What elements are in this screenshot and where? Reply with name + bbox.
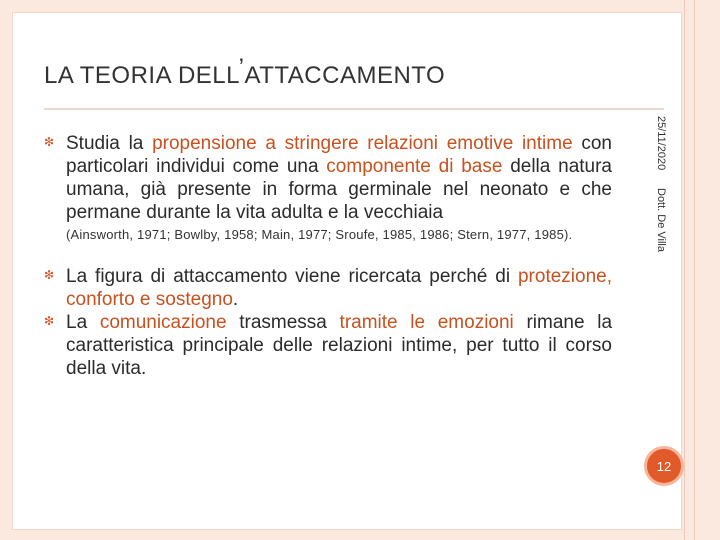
- text-segment: rimane la caratteristica principale delle relazioni intime, per tutto il corso della vita.: [66, 312, 613, 379]
- bullet-marker-icon: ❇: [44, 314, 55, 328]
- text-segment: della natura umana, già presente in forma germinale nel neonato e che permane durante la vita adulta e la vecchiaia: [66, 156, 612, 223]
- page-title: [44, 54, 446, 90]
- bullet-marker-icon: ❇: [44, 268, 55, 282]
- citation: (Ainsworth, 1971; Bowlby, 1958; Main, 1977; Sroufe, 1985, 1986; Stern, 1977, 1985).: [66, 227, 573, 242]
- bullet-text: [66, 132, 612, 224]
- bullet-item: [44, 265, 612, 311]
- bullet-text: [66, 265, 612, 311]
- highlight-segment: propensione a stringere relazioni emotive intime: [152, 133, 573, 154]
- bullet-text: [66, 311, 612, 380]
- title-divider: [44, 108, 664, 110]
- title-text: ATTACCAMENTO: [244, 62, 446, 89]
- title-text: LA TEORIA DELL: [44, 62, 239, 89]
- text-segment: trasmessa: [226, 312, 340, 333]
- page-number-badge: [644, 446, 684, 486]
- bullet-marker-icon: ❇: [44, 135, 55, 149]
- bullet-item: [44, 132, 612, 243]
- text-segment: .: [232, 289, 239, 310]
- bullet-list: [44, 132, 612, 380]
- title-apostrophe: ’: [238, 54, 245, 81]
- slide-author: Dott. De Villa: [655, 188, 667, 252]
- bullet-item: [44, 311, 612, 380]
- highlight-segment: tramite le emozioni: [339, 312, 514, 333]
- highlight-segment: comunicazione: [99, 312, 227, 333]
- text-segment: Studia la: [66, 133, 153, 154]
- text-segment: La: [66, 312, 100, 333]
- page-number: 12: [656, 458, 672, 474]
- highlight-segment: protezione, conforto e sostegno: [66, 266, 612, 310]
- highlight-segment: componente di base: [326, 156, 503, 177]
- frame-line: [684, 0, 685, 540]
- text-segment: con particolari individui come una: [66, 133, 612, 177]
- text-segment: La figura di attaccamento viene ricercata perché di: [66, 266, 518, 287]
- slide-date: 25/11/2020: [655, 116, 667, 171]
- frame-line: [694, 0, 695, 540]
